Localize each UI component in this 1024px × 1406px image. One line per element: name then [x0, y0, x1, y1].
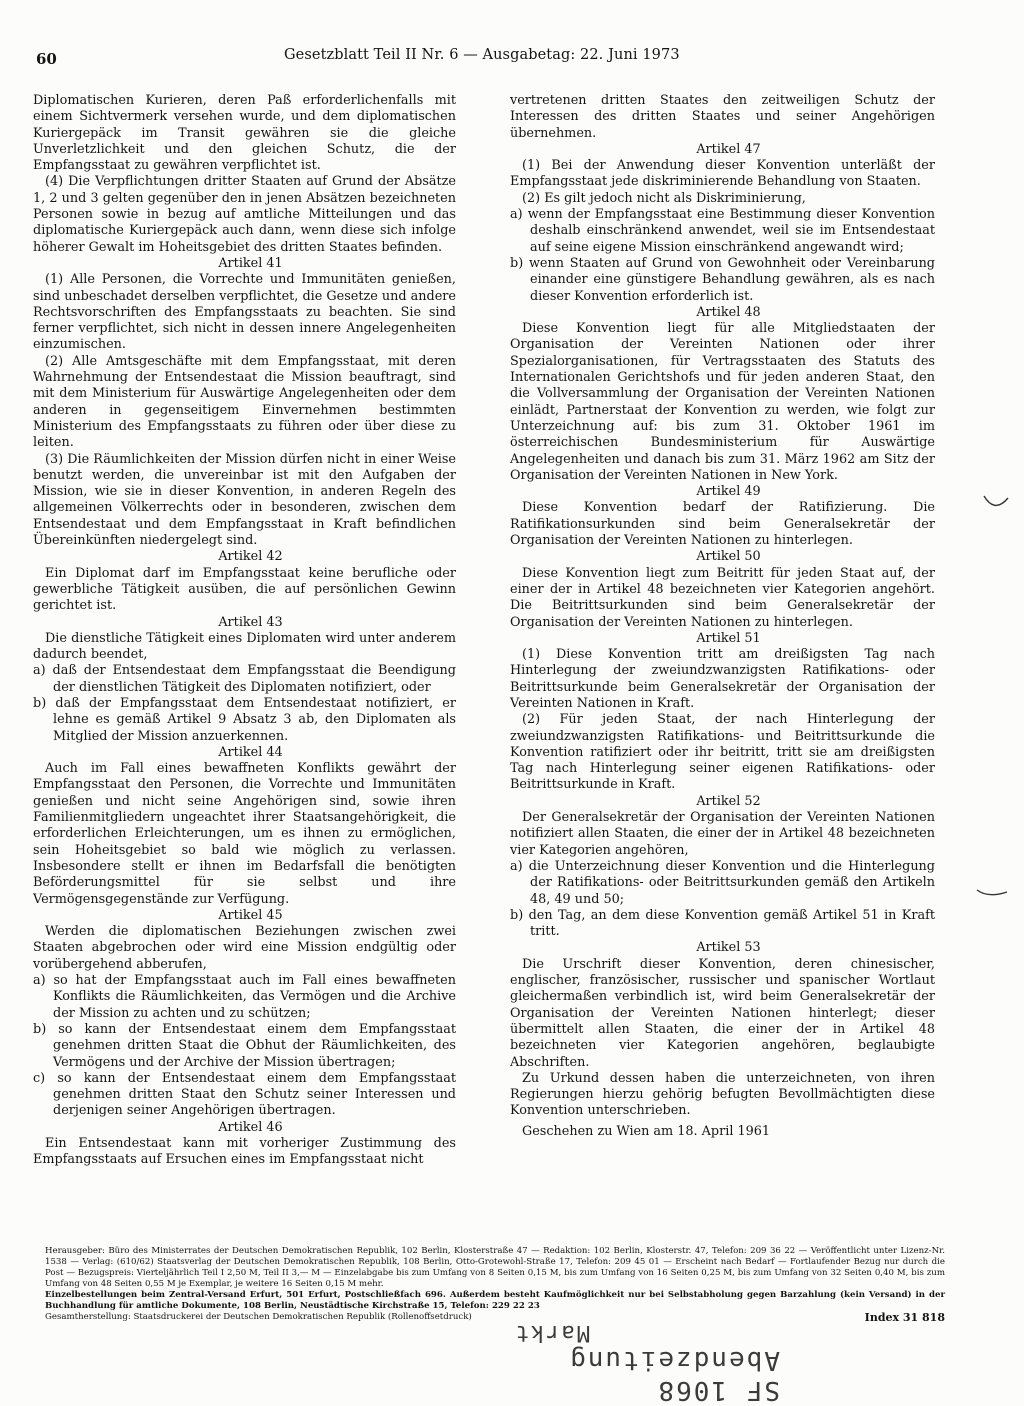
- list-item: b) so kann der Entsendestaat einem dem Empfangsstaat genehmen dritten Staat die Obhut der Räumlichkeiten, des Vermögens und der Archive der Mission übertragen;: [33, 1021, 456, 1070]
- article-heading: Artikel 47: [696, 141, 761, 157]
- paragraph: (3) Die Räumlichkeiten der Mission dürfen nicht in einer Weise benutzt werden, die unvereinbar ist mit den Aufgaben der Mission, wie sie in dieser Konvention, in anderen Regeln des allgemeinen Völkerrechts oder in besonderen, zwischen dem Entsendestaat und dem Empfangsstaat in Kraft befindlichen Übereinkünften niedergelegt sind.: [33, 451, 456, 549]
- paragraph: (4) Die Verpflichtungen dritter Staaten auf Grund der Absätze 1, 2 und 3 gelten gegenüber den in jenen Absätzen bezeichneten Personen sowie in bezug auf amtliche Mitteilungen und das diplomatische Kuriergepäck auch dann, wenn diese sich infolge höherer Gewalt im Hoheitsgebiet des dritten Staates befinden.: [33, 174, 456, 255]
- paragraph: Die Urschrift dieser Konvention, deren chinesischer, englischer, französischer, russischer und spanischer Wortlaut gleichermaßen verbindlich ist, wird beim Generalsekretär der Organisation der Vereinten Nationen hinterlegt; dieser übermittelt allen Staaten, die einer der in Artikel 48 bezeichneten vier Kategorien angehören, beglaubigte Abschriften.: [510, 956, 935, 1070]
- paragraph: Der Generalsekretär der Organisation der Vereinten Nationen notifiziert allen Staaten, die einer der in Artikel 48 bezeichneten vier Kategorien angehören,: [510, 810, 935, 858]
- article-heading: Artikel 45: [218, 907, 283, 923]
- article-heading: Artikel 51: [696, 630, 761, 646]
- paragraph: Diese Konvention liegt zum Beitritt für jeden Staat auf, der einer der in Artikel 48 bezeichneten vier Kategorien angehört. Die Beitrittsurkunden sind beim Generalsekretär der Organisation der Vereinten Nationen zu hinterlegen.: [510, 565, 935, 630]
- page-header: [36, 47, 986, 71]
- paragraph: Ein Diplomat darf im Empfangsstaat keine berufliche oder gewerbliche Tätigkeit ausüben, die auf persönlichen Gewinn gerichtet ist.: [33, 565, 456, 614]
- order-info: Einzelbestellungen beim Zentral-Versand Erfurt, 501 Erfurt, Postschließfach 696. Außerdem besteht Kaufmöglichkeit nur bei Selbstabholung gegen Barzahlung (kein Versand) in der Buchhandlung für amtliche Dokumente, 108 Berlin, Neustädtische Kirchstraße 15, Telefon: 229 22 23: [45, 1290, 945, 1311]
- paragraph: (2) Für jeden Staat, der nach Hinterlegung der zweiundzwanzigsten Ratifikations- und Beitrittsurkunde die Konvention ratifiziert oder ihr beitritt, tritt sie am dreißigsten Tag nach Hinterlegung seiner eigenen Ratifikations- oder Beitrittsurkunde in Kraft.: [510, 712, 935, 793]
- article-heading: Artikel 42: [218, 549, 283, 565]
- list-item: c) so kann der Entsendestaat einem dem Empfangsstaat genehmen dritten Staat den Schutz seiner Interessen und derjenigen seiner Angehörigen übertragen.: [33, 1070, 456, 1119]
- margin-mark: [975, 884, 1009, 900]
- library-stamp: [460, 1320, 780, 1405]
- page-number: 60: [36, 50, 57, 68]
- footer: [45, 1246, 945, 1323]
- paragraph: (2) Es gilt jedoch nicht als Diskriminierung,: [522, 190, 806, 206]
- paragraph: (2) Alle Amtsgeschäfte mit dem Empfangsstaat, mit deren Wahrnehmung der Entsendestaat die Mission beauftragt, sind mit dem Ministerium für Auswärtige Angelegenheiten oder dem anderen in gegenseitigem Einvernehmen bestimmten Ministerium des Empfangsstaats zu führen oder über diese zu leiten.: [33, 353, 456, 451]
- margin-mark: [982, 492, 1012, 516]
- publisher-info: Herausgeber: Büro des Ministerrates der Deutschen Demokratischen Republik, 102 Berlin, Klosterstraße 47 — Redaktion: 102 Berlin, Klosterstr. 47, Telefon: 209 36 22 — Veröffentlicht unter Lizenz-Nr. 1538 — Verlag: (610/62) Staatsverlag der Deutschen Demokratischen Republik, 108 Berlin, Otto-Grotewohl-Straße 17, Telefon: 209 45 01 — Erscheint nach Bedarf — Fortlaufender Bezug nur durch die Post — Bezugspreis: Vierteljährlich Teil I 2,50 M, Teil II 3,— M — Einzelabgabe bis zum Umfang von 8 Seiten 0,15 M, bis zum Umfang von 16 Seiten 0,25 M, bis zum Umfang von 32 Seiten 0,40 M, bis zum Umfang von 48 Seiten 0,55 M je Exemplar, je weitere 16 Seiten 0,15 M mehr.: [45, 1246, 945, 1289]
- paragraph: Ein Entsendestaat kann mit vorheriger Zustimmung des Empfangsstaats auf Ersuchen eines im Empfangsstaat nicht: [33, 1136, 456, 1168]
- paragraph: Auch im Fall eines bewaffneten Konflikts gewährt der Empfangsstaat den Personen, die Vorrechte und Immunitäten genießen und nicht seine Angehörigen sind, sowie ihren Familienmitgliedern ungeachtet ihrer Staatsangehörigkeit, die erforderlichen Erleichterungen, um es ihnen zu ermöglichen, sein Hoheitsgebiet so bald wie möglich zu verlassen. Insbesondere stellt er ihnen im Bedarfsfall die benötigten Beförderungsmittel für sie selbst und ihre Vermögensgegenstände zur Verfügung.: [33, 761, 456, 907]
- right-column: [510, 93, 935, 1140]
- article-heading: Artikel 53: [696, 940, 761, 956]
- left-column: [33, 93, 456, 1169]
- stamp-line: Markt: [513, 1320, 590, 1345]
- list-item: b) wenn Staaten auf Grund von Gewohnheit oder Vereinbarung einander eine günstigere Behandlung gewähren, als es nach dieser Konvention erforderlich ist.: [510, 255, 935, 304]
- article-heading: Artikel 50: [696, 549, 761, 565]
- list-item: a) so hat der Empfangsstaat auch im Fall eines bewaffneten Konflikts die Räumlichkeiten, das Vermögen und die Archive der Mission zu achten und zu schützen;: [33, 973, 456, 1021]
- paragraph: (1) Alle Personen, die Vorrechte und Immunitäten genießen, sind unbeschadet derselben verpflichtet, die Gesetze und andere Rechtsvorschriften des Empfangsstaats zu beachten. Sie sind ferner verpflichtet, sich nicht in dessen innere Angelegenheiten einzumischen.: [33, 272, 456, 353]
- paragraph: Diplomatischen Kurieren, deren Paß erforderlichenfalls mit einem Sichtvermerk versehen wurde, und dem diplomatischen Kuriergepäck im Transit gewähren sie die gleiche Unverletzlichkeit und den gleichen Schutz, die der Empfangsstaat zu gewähren verpflichtet ist.: [33, 93, 456, 174]
- index-number: Index 31 818: [864, 1311, 945, 1324]
- stamp-line: SF 1068 Abendzeitung: [568, 1345, 780, 1405]
- article-heading: Artikel 41: [218, 255, 283, 271]
- paragraph: (1) Bei der Anwendung dieser Konvention unterläßt der Empfangsstaat jede diskriminierende Behandlung von Staaten.: [510, 158, 935, 190]
- list-item: a) wenn der Empfangsstaat eine Bestimmung dieser Konvention deshalb einschränkend anwendet, weil sie im Entsendestaat auf seine eigene Mission einschränkend angewandt wird;: [510, 207, 935, 255]
- place-date: Geschehen zu Wien am 18. April 1961: [522, 1123, 771, 1139]
- list-item: a) daß der Entsendestaat dem Empfangsstaat die Beendigung der dienstlichen Tätigkeit des Diplomaten notifiziert, oder: [33, 663, 456, 695]
- list-item: a) die Unterzeichnung dieser Konvention und die Hinterlegung der Ratifikations- oder Beitrittsurkunden gemäß den Artikeln 48, 49 und 50;: [510, 858, 935, 907]
- paragraph: Diese Konvention liegt für alle Mitgliedstaaten der Organisation der Vereinten Nationen oder ihrer Spezialorganisationen, für Vertragsstaaten des Statuts des Internationalen Gerichtshofs und für jeden anderen Staat, den die Vollversammlung der Organisation der Vereinten Nationen einlädt, Partnerstaat der Konvention zu werden, wie folgt zur Unterzeichnung auf: bis zum 31. Oktober 1961 im österreichischen Bundesministerium für Auswärtige Angelegenheiten und danach bis zum 31. März 1962 am Sitz der Organisation der Vereinten Nationen in New York.: [510, 321, 935, 483]
- paragraph: (1) Diese Konvention tritt am dreißigsten Tag nach Hinterlegung der zweiundzwanzigsten Ratifikations- oder Beitrittsurkunde beim Generalsekretär der Organisation der Vereinten Nationen in Kraft.: [510, 647, 935, 711]
- article-heading: Artikel 52: [696, 793, 761, 809]
- article-heading: Artikel 46: [218, 1119, 283, 1135]
- paragraph: Werden die diplomatischen Beziehungen zwischen zwei Staaten abgebrochen oder wird eine Mission endgültig oder vorübergehend abberufen,: [33, 924, 456, 972]
- article-heading: Artikel 48: [696, 304, 761, 320]
- article-heading: Artikel 49: [696, 484, 761, 500]
- paragraph: vertretenen dritten Staates den zeitweiligen Schutz der Interessen des dritten Staates und seiner Angehörigen übernehmen.: [510, 93, 935, 141]
- paragraph: Diese Konvention bedarf der Ratifizierung. Die Ratifikationsurkunden sind beim Generalsekretär der Organisation der Vereinten Nationen zu hinterlegen.: [510, 500, 935, 549]
- imprint: Gesamtherstellung: Staatsdruckerei der Deutschen Demokratischen Republik (Rollenoffsetdruck): [45, 1312, 472, 1322]
- list-item: b) daß der Empfangsstaat dem Entsendestaat notifiziert, er lehne es gemäß Artikel 9 Absatz 3 ab, den Diplomaten als Mitglied der Mission anzuerkennen.: [33, 695, 456, 744]
- paragraph: Die dienstliche Tätigkeit eines Diplomaten wird unter anderem dadurch beendet,: [33, 630, 456, 663]
- running-head: Gesetzblatt Teil II Nr. 6 — Ausgabetag: 22. Juni 1973: [284, 47, 680, 63]
- paragraph: Zu Urkund dessen haben die unterzeichneten, von ihren Regierungen hierzu gehörig befugten Bevollmächtigten diese Konvention unterschrieben.: [510, 1070, 935, 1119]
- article-heading: Artikel 44: [218, 744, 283, 760]
- list-item: b) den Tag, an dem diese Konvention gemäß Artikel 51 in Kraft tritt.: [510, 907, 935, 940]
- article-heading: Artikel 43: [218, 614, 283, 630]
